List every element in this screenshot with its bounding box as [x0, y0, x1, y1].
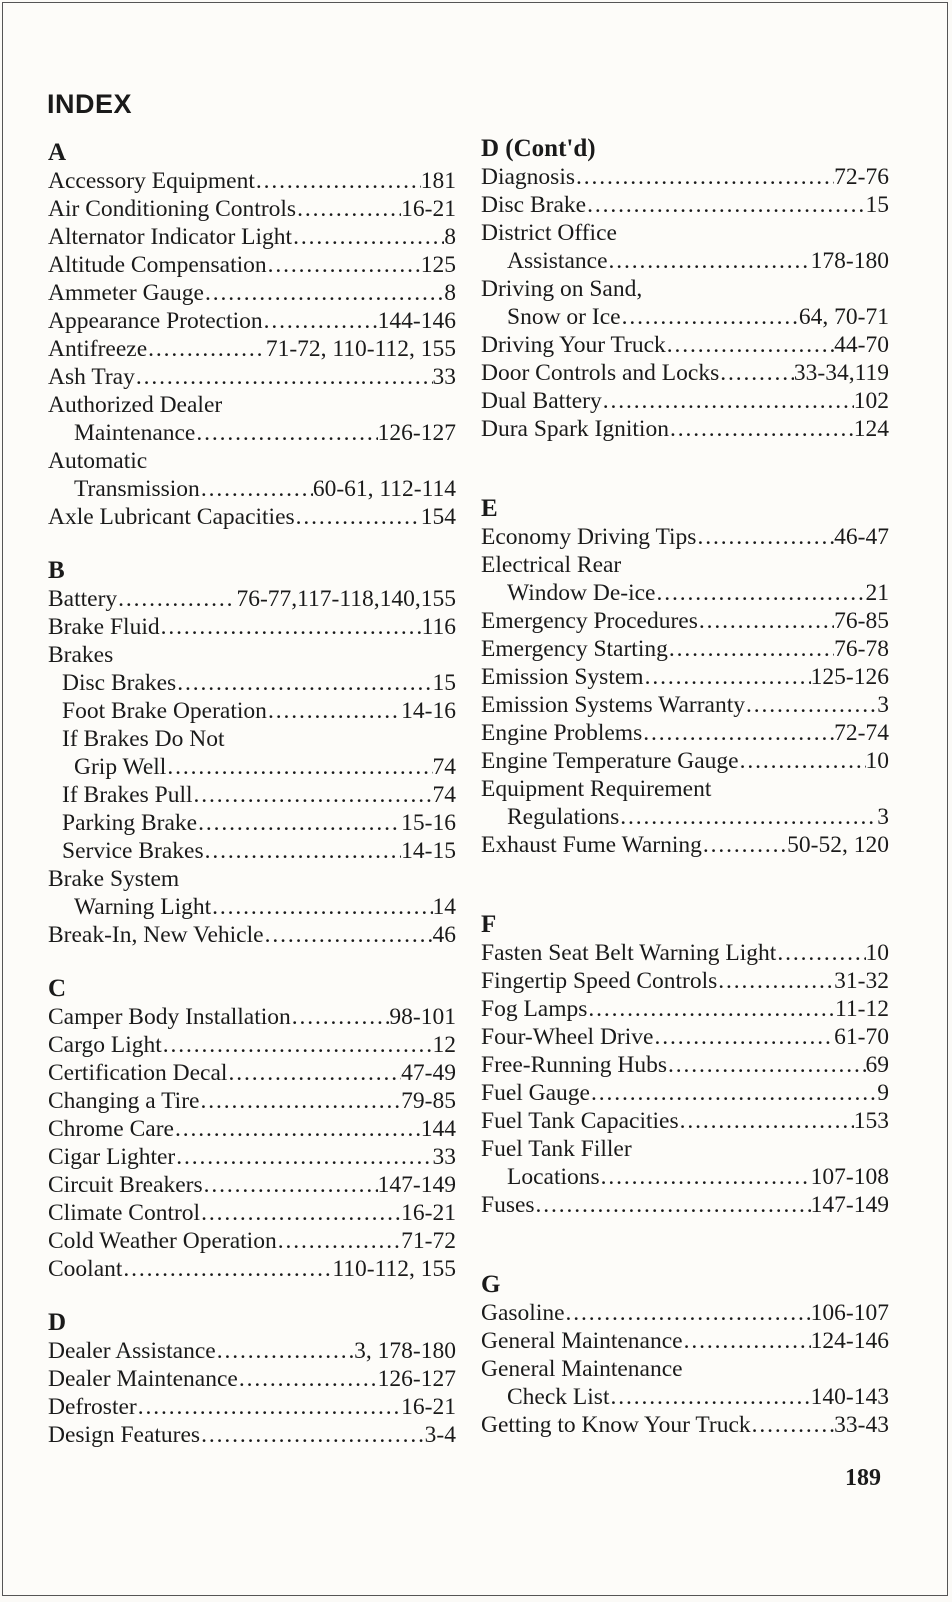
index-subentry: Locations . . . 107-108 — [481, 1163, 889, 1191]
index-subentry: Regulations . . . 3 — [481, 803, 889, 831]
index-entry: Free-Running Hubs . . . 69 — [481, 1051, 889, 1079]
index-entry: Engine Problems . . . 72-74 — [481, 719, 889, 747]
index-entry: Coolant . . . 110-112, 155 — [48, 1255, 456, 1283]
index-entry: Brakes — [48, 642, 114, 668]
section-a — [48, 139, 456, 531]
index-subentry: If Brakes Pull . . . 74 — [48, 781, 456, 809]
index-entry: Brake System — [48, 866, 180, 892]
index-entry: Driving Your Truck . . . 44-70 — [481, 331, 889, 359]
index-subentry: If Brakes Do Not — [62, 726, 225, 752]
index-entry: Camper Body Installation . . . 98-101 — [48, 1003, 456, 1031]
section-letter: B — [48, 557, 65, 584]
index-entry: Emergency Procedures . . . 76-85 — [481, 607, 889, 635]
index-entry: Antifreeze . . . 71-72, 110-112, 155 — [48, 335, 456, 363]
index-entry: Emergency Starting . . . 76-78 — [481, 635, 889, 663]
section-b — [48, 557, 456, 949]
index-entry: Electrical Rear — [481, 552, 622, 578]
index-entry: Fog Lamps . . . 11-12 — [481, 995, 889, 1023]
index-entry: Cold Weather Operation . . . 71-72 — [48, 1227, 456, 1255]
section-letter: D — [48, 1309, 67, 1336]
section-e — [481, 495, 889, 859]
index-entry: Design Features . . . 3-4 — [48, 1421, 456, 1449]
index-subentry: Assistance . . . 178-180 — [481, 247, 889, 275]
index-subentry: Parking Brake . . . 15-16 — [48, 809, 456, 837]
section-f — [481, 911, 889, 1219]
index-entry: General Maintenance — [481, 1356, 683, 1382]
page-title: INDEX — [47, 89, 133, 119]
index-entry: Fuel Tank Filler — [481, 1136, 632, 1162]
index-subentry: Foot Brake Operation . . . 14-16 — [48, 697, 456, 725]
index-entry: Cargo Light . . . 12 — [48, 1031, 456, 1059]
index-entry: Changing a Tire . . . 79-85 — [48, 1087, 456, 1115]
index-entry: Economy Driving Tips . . . 46-47 — [481, 523, 889, 551]
index-entry: Axle Lubricant Capacities . . . 154 — [48, 503, 456, 531]
index-entry: Cigar Lighter . . . 33 — [48, 1143, 456, 1171]
index-subentry: Warning Light . . . 14 — [48, 893, 456, 921]
index-subentry: Window De-ice . . . 21 — [481, 579, 889, 607]
index-entry: Equipment Requirement — [481, 776, 712, 802]
section-g — [481, 1271, 889, 1439]
index-subentry: Transmission . . . 60-61, 112-114 — [48, 475, 456, 503]
index-entry: Dealer Assistance . . . 3, 178-180 — [48, 1337, 456, 1365]
index-page — [2, 2, 948, 1596]
page-number: 189 — [845, 1465, 881, 1491]
index-entry: Certification Decal . . . 47-49 — [48, 1059, 456, 1087]
index-entry: Chrome Care . . . 144 — [48, 1115, 456, 1143]
index-entry: Diagnosis . . . 72-76 — [481, 163, 889, 191]
index-subentry: Service Brakes . . . 14-15 — [48, 837, 456, 865]
index-subentry: Grip Well . . . 74 — [48, 753, 456, 781]
index-entry: Defroster . . . 16-21 — [48, 1393, 456, 1421]
index-entry: Battery . . . 76-77,117-118,140,155 — [48, 585, 456, 613]
index-subentry: Maintenance . . . 126-127 — [48, 419, 456, 447]
right-column — [481, 135, 889, 1439]
index-entry: General Maintenance . . . 124-146 — [481, 1327, 889, 1355]
index-entry: Automatic — [48, 448, 148, 474]
index-entry: Dual Battery . . . 102 — [481, 387, 889, 415]
index-entry: Climate Control . . . 16-21 — [48, 1199, 456, 1227]
section-letter: G — [481, 1271, 501, 1298]
index-entry: Air Conditioning Controls . . . 16-21 — [48, 195, 456, 223]
index-entry: Dealer Maintenance . . . 126-127 — [48, 1365, 456, 1393]
index-entry: Fingertip Speed Controls . . . 31-32 — [481, 967, 889, 995]
section-letter: C — [48, 975, 67, 1002]
index-entry: Emission System . . . 125-126 — [481, 663, 889, 691]
index-entry: Alternator Indicator Light . . . 8 — [48, 223, 456, 251]
section-letter: F — [481, 911, 497, 938]
index-entry: Exhaust Fume Warning . . . 50-52, 120 — [481, 831, 889, 859]
index-entry: Circuit Breakers . . . 147-149 — [48, 1171, 456, 1199]
index-entry: Ash Tray . . . 33 — [48, 363, 456, 391]
index-entry: Altitude Compensation . . . 125 — [48, 251, 456, 279]
index-entry: Four-Wheel Drive . . . 61-70 — [481, 1023, 889, 1051]
index-entry: Fuel Tank Capacities . . . 153 — [481, 1107, 889, 1135]
index-entry: Dura Spark Ignition . . . 124 — [481, 415, 889, 443]
index-entry: Break-In, New Vehicle . . . 46 — [48, 921, 456, 949]
index-entry: Gasoline . . . 106-107 — [481, 1299, 889, 1327]
index-entry: Door Controls and Locks . . . 33-34,119 — [481, 359, 889, 387]
index-subentry: Check List . . . 140-143 — [481, 1383, 889, 1411]
index-subentry: Disc Brakes . . . 15 — [48, 669, 456, 697]
section-d — [48, 1309, 456, 1449]
section-letter: D (Cont'd) — [481, 135, 596, 162]
section-d-continued — [481, 135, 889, 443]
index-entry: Ammeter Gauge . . . 8 — [48, 279, 456, 307]
index-entry: Getting to Know Your Truck . . . 33-43 — [481, 1411, 889, 1439]
left-column — [48, 139, 456, 1449]
index-entry: Emission Systems Warranty . . . 3 — [481, 691, 889, 719]
index-entry: Fuel Gauge . . . 9 — [481, 1079, 889, 1107]
index-entry: District Office — [481, 220, 617, 246]
index-entry: Authorized Dealer — [48, 392, 223, 418]
index-entry: Appearance Protection . . . 144-146 — [48, 307, 456, 335]
index-entry: Driving on Sand, — [481, 276, 643, 302]
index-subentry: Snow or Ice . . . 64, 70-71 — [481, 303, 889, 331]
index-entry: Fasten Seat Belt Warning Light . . . 10 — [481, 939, 889, 967]
section-letter: E — [481, 495, 498, 522]
section-c — [48, 975, 456, 1283]
index-entry: Fuses . . . 147-149 — [481, 1191, 889, 1219]
index-entry: Disc Brake . . . 15 — [481, 191, 889, 219]
index-entry: Brake Fluid . . . 116 — [48, 613, 456, 641]
index-entry: Accessory Equipment . . . 181 — [48, 167, 456, 195]
index-entry: Engine Temperature Gauge . . . 10 — [481, 747, 889, 775]
section-letter: A — [48, 139, 67, 166]
